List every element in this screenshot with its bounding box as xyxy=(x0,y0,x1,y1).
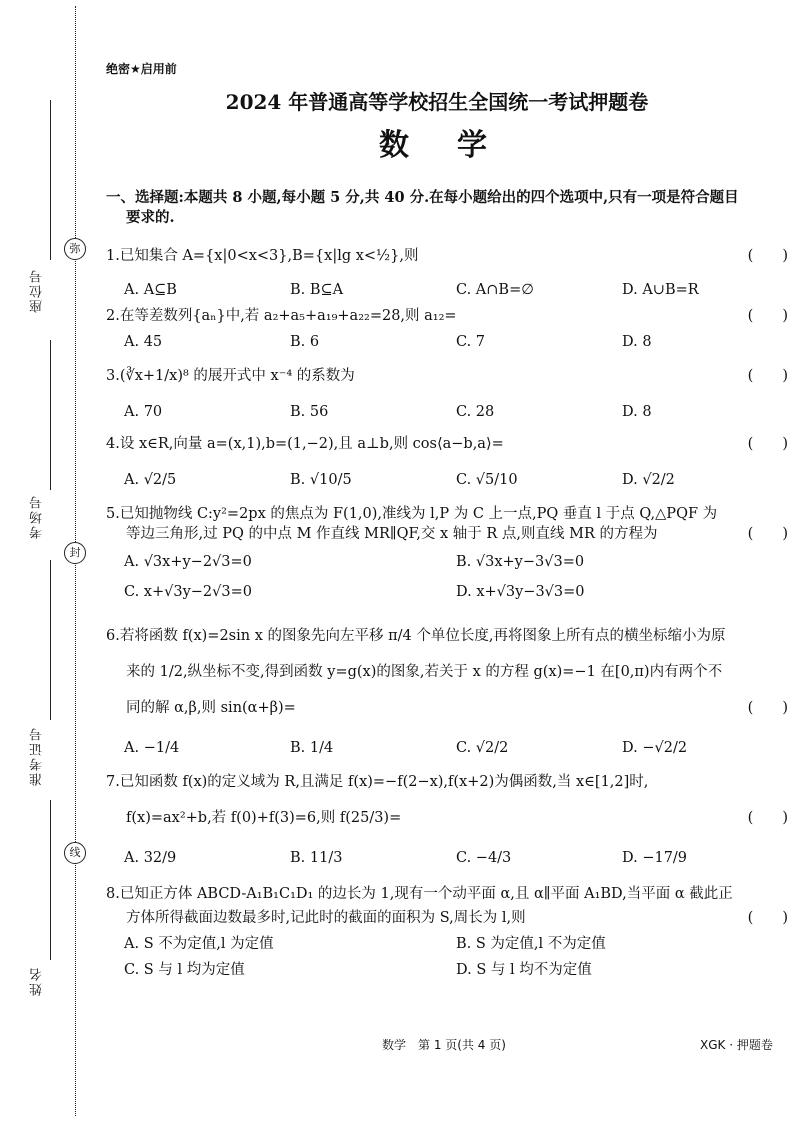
answer-paren: ( ) xyxy=(747,248,788,264)
option-a: A. 45 xyxy=(124,334,163,350)
seal-mi: 弥 xyxy=(64,238,86,260)
option-b: B. B⊆A xyxy=(290,282,344,298)
question-6 xyxy=(106,626,788,758)
option-a: A. √3x+y−2√3=0 xyxy=(124,554,252,570)
option-b: B. 56 xyxy=(290,404,329,420)
answer-paren: ( ) xyxy=(747,368,788,384)
option-a: A. S 不为定值,l 为定值 xyxy=(124,936,274,952)
question-stem: 2.在等差数列{aₙ}中,若 a₂+a₅+a₁₉+a₂₂=28,则 a₁₂= xyxy=(106,308,457,324)
option-c: C. A∩B=∅ xyxy=(456,282,534,298)
question-3 xyxy=(106,366,788,422)
question-8 xyxy=(106,884,788,980)
option-a: A. 70 xyxy=(124,404,163,420)
question-stem-2: 来的 1/2,纵坐标不变,得到函数 y=g(x)的图象,若关于 x 的方程 g(x)=−1 在[0,π)内有两个不 xyxy=(126,664,723,680)
question-stem: 5.已知抛物线 C:y²=2px 的焦点为 F(1,0),准线为 l,P 为 C 上一点,PQ 垂直 l 于点 Q,△PQF 为 xyxy=(106,506,718,522)
subject-title: 数学 xyxy=(379,128,535,163)
section-line-1: 一、选择题:本题共 8 小题,每小题 5 分,共 40 分.在每小题给出的四个选项中,只有一项是符合题目 xyxy=(106,189,739,206)
option-d: D. x+√3y−3√3=0 xyxy=(456,584,585,600)
answer-paren: ( ) xyxy=(747,526,788,542)
question-stem-2: 等边三角形,过 PQ 的中点 M 作直线 MR∥QF,交 x 轴于 R 点,则直线 MR 的方程为 xyxy=(126,526,658,542)
name-line xyxy=(50,800,51,960)
confidential-mark: 绝密★启用前 xyxy=(106,62,177,76)
option-b: B. 6 xyxy=(290,334,320,350)
answer-paren: ( ) xyxy=(747,436,788,452)
section-line-2: 要求的. xyxy=(126,209,175,226)
question-7 xyxy=(106,772,788,868)
question-stem-3: 同的解 α,β,则 sin(α+β)= xyxy=(126,700,296,716)
answer-paren: ( ) xyxy=(747,910,788,926)
questions-area xyxy=(106,188,788,980)
option-c: C. −4/3 xyxy=(456,850,512,866)
question-1 xyxy=(106,246,788,300)
option-d: D. 8 xyxy=(622,334,652,350)
room-line xyxy=(50,340,51,490)
option-c: C. 28 xyxy=(456,404,495,420)
id-label: 准考证号 xyxy=(30,726,45,786)
question-stem-2: f(x)=ax²+b,若 f(0)+f(3)=6,则 f(25/3)= xyxy=(126,810,402,826)
option-a: A. −1/4 xyxy=(124,740,180,756)
question-4 xyxy=(106,434,788,490)
question-stem: 7.已知函数 f(x)的定义域为 R,且满足 f(x)=−f(2−x),f(x+2)为偶函数,当 x∈[1,2]时, xyxy=(106,774,649,790)
option-c: C. S 与 l 均为定值 xyxy=(124,962,245,978)
option-c: C. x+√3y−2√3=0 xyxy=(124,584,252,600)
option-d: D. −17/9 xyxy=(622,850,688,866)
answer-paren: ( ) xyxy=(747,700,788,716)
room-label: 考场号 xyxy=(30,494,45,539)
page-number: 数学 第 1 页(共 4 页) xyxy=(382,1038,506,1052)
option-c: C. √5/10 xyxy=(456,472,518,488)
section-heading xyxy=(106,188,788,228)
question-stem: 4.设 x∈R,向量 a=(x,1),b=(1,−2),且 a⊥b,则 cos⟨a−b,a⟩= xyxy=(106,436,504,452)
seat-label: 座位号 xyxy=(30,268,45,313)
question-2 xyxy=(106,306,788,352)
paper-code: XGK · 押题卷 xyxy=(700,1038,773,1052)
binding-strip xyxy=(0,0,92,1122)
option-b: B. 11/3 xyxy=(290,850,343,866)
seal-xian: 线 xyxy=(64,842,86,864)
id-line xyxy=(50,560,51,720)
option-b: B. √3x+y−3√3=0 xyxy=(456,554,585,570)
option-a: A. 32/9 xyxy=(124,850,177,866)
exam-title: 2024 年普通高等学校招生全国统一考试押题卷 xyxy=(225,90,649,114)
question-stem: 1.已知集合 A={x|0<x<3},B={x|lg x<½},则 xyxy=(106,248,419,264)
option-d: D. 8 xyxy=(622,404,652,420)
question-stem: 3.(∛x+1/x)⁸ 的展开式中 x⁻⁴ 的系数为 xyxy=(106,368,355,384)
option-c: C. √2/2 xyxy=(456,740,509,756)
question-stem-2: 方体所得截面边数最多时,记此时的截面的面积为 S,周长为 l,则 xyxy=(126,910,526,926)
option-d: D. −√2/2 xyxy=(622,740,688,756)
option-a: A. A⊆B xyxy=(124,282,177,298)
option-d: D. S 与 l 均不为定值 xyxy=(456,962,592,978)
option-d: D. √2/2 xyxy=(622,472,675,488)
answer-paren: ( ) xyxy=(747,308,788,324)
name-label: 姓名 xyxy=(30,966,45,996)
option-b: B. √10/5 xyxy=(290,472,352,488)
question-stem: 8.已知正方体 ABCD-A₁B₁C₁D₁ 的边长为 1,现有一个动平面 α,且 α∥平面 A₁BD,当平面 α 截此正 xyxy=(106,886,733,902)
option-b: B. 1/4 xyxy=(290,740,334,756)
answer-paren: ( ) xyxy=(747,810,788,826)
seal-feng: 封 xyxy=(64,542,86,564)
option-d: D. A∪B=R xyxy=(622,282,699,298)
option-c: C. 7 xyxy=(456,334,486,350)
option-a: A. √2/5 xyxy=(124,472,177,488)
question-5 xyxy=(106,504,788,602)
option-b: B. S 为定值,l 不为定值 xyxy=(456,936,606,952)
question-stem: 6.若将函数 f(x)=2sin x 的图象先向左平移 π/4 个单位长度,再将图象上所有点的横坐标缩小为原 xyxy=(106,628,726,644)
